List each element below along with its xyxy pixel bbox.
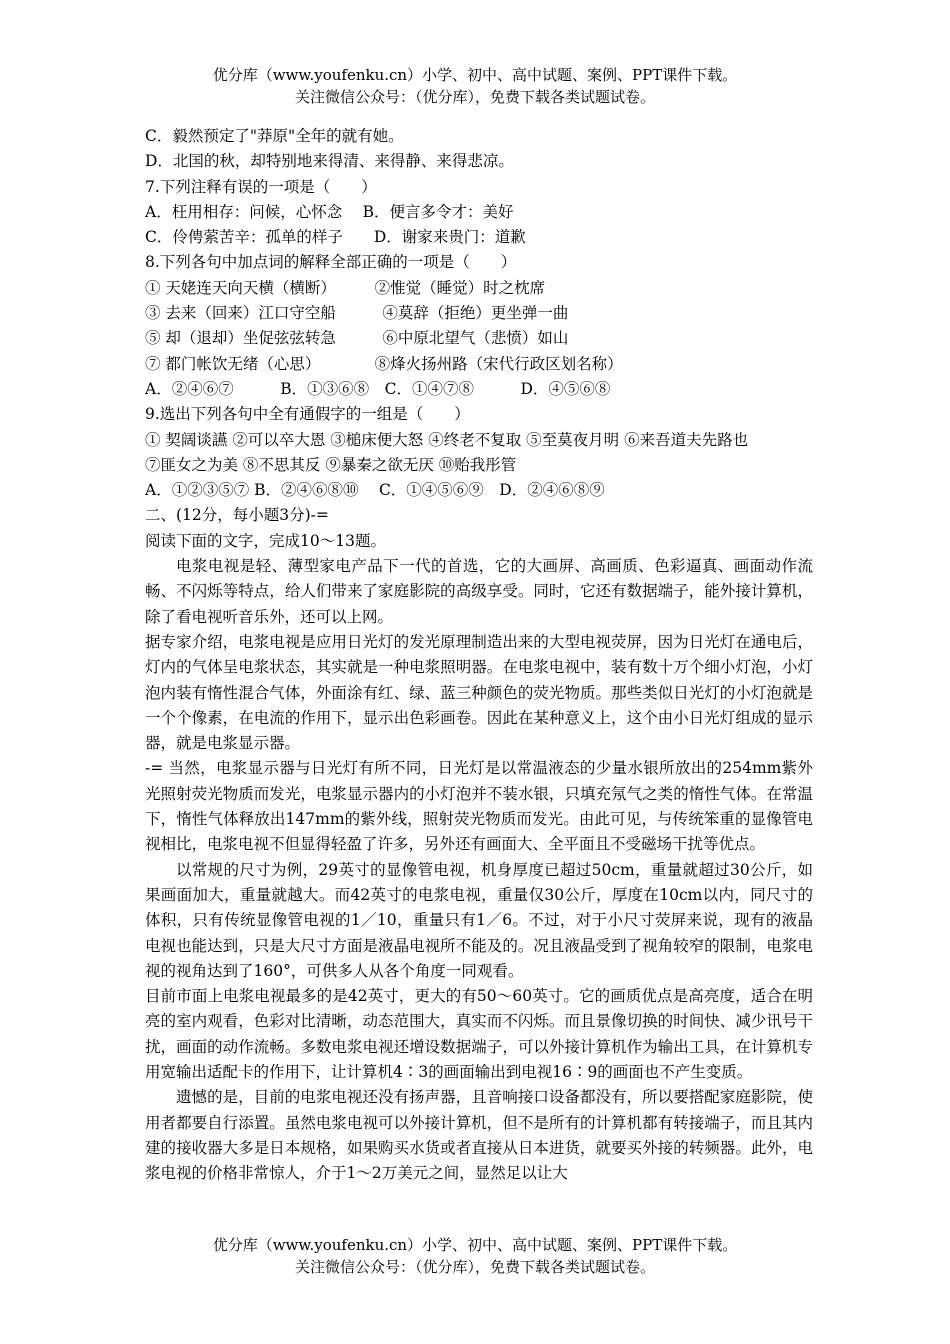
page-footer: [0, 1234, 950, 1278]
q9-stem: 9.选出下列各句中全有通假字的一组是（ ）: [145, 405, 470, 424]
section-2-instruction: 阅读下面的文字，完成10～13题。: [145, 531, 386, 550]
header-line-2: 关注微信公众号：（优分库），免费下载各类试题试卷。: [294, 88, 655, 106]
passage-paragraph-5: 目前市面上电浆电视最多的是42英寸，更大的有50～60英寸。它的画质优点是高亮度，适合在明亮的室内观看，色彩对比清晰，动态范围大，真实而不闪烁。而且景像切换的时间快、减少讯号干扰，画面的动作流畅。多数电浆电视还增设数据端子，可以外接计算机作为输出工具，在计算机专用宽输出适配卡的作用下，让计算机4∶3的画面输出到电视16∶9的画面也不产生变质。: [145, 987, 813, 1081]
q7-stem: 7.下列注释有误的一项是（ ）: [145, 177, 377, 196]
q6-option-d: D．北国的秋，却特别地来得清、来得静、来得悲凉。: [145, 152, 514, 171]
q7-options-cd: C．伶俜萦苦辛：孤单的样子 D．谢家来贵门：道歉: [145, 228, 526, 247]
section-2-title: 二、(12分，每小题3分)-=: [145, 506, 329, 525]
q6-option-c: C．毅然预定了"莽原"全年的就有她。: [145, 127, 404, 145]
q9-options: A．①②③⑤⑦ B．②④⑥⑧⑩ C．①④⑤⑥⑨ D．②④⑥⑧⑨: [145, 481, 605, 500]
passage-paragraph-2: 据专家介绍，电浆电视是应用日光灯的发光原理制造出来的大型电视荧屏，因为日光灯在通电后，灯内的气体呈电浆状态，其实就是一种电浆照明器。在电浆电视中，装有数十万个细小灯泡，小灯泡内装有惰性混合气体，外面涂有红、绿、蓝三种颜色的荧光物质。那些类似日光灯的小灯泡就是一个个像素，在电流的作用下，显示出色彩画卷。因此在某种意义上，这个由小日光灯组成的显示器，就是电浆显示器。: [145, 632, 813, 753]
passage-paragraph-3: -= 当然，电浆显示器与日光灯有所不同，日光灯是以常温液态的少量水银所放出的254mm紫外光照射荧光物质而发光，电浆显示器内的小灯泡并不装水银，只填充氖气之类的惰性气体。在常温下，惰性气体释放出147mm的紫外线，照射荧光物质而发光。由此可见，与传统笨重的显像管电视相比，电浆电视不但显得轻盈了许多，另外还有画面大、全平面且不受磁场干扰等优点。: [145, 759, 813, 854]
header-line-1: 优分库（www.youfenku.cn）小学、初中、高中试题、案例、PPT课件下载。: [212, 66, 738, 84]
q8-row-4: ⑦ 都门帐饮无绪（心思） ⑧烽火扬州路（宋代行政区划名称）: [145, 354, 623, 373]
q7-options-ab: A．枉用相存：问候，心怀念 B．便言多令才：美好: [145, 202, 514, 221]
q8-row-2: ③ 去来（回来）江口守空船 ④莫辞（拒绝）更坐弹一曲: [145, 304, 569, 323]
document-body: [145, 124, 813, 1186]
passage-paragraph-6: 遗憾的是，目前的电浆电视还没有扬声器，且音响接口设备都没有，所以要搭配家庭影院，使用者都要自行添置。虽然电浆电视可以外接计算机，但不是所有的计算机都有转接端子，而且其内建的接收器大多是日本规格，如果购买水货或者直接从日本进货，就要买外接的转频器。此外，电浆电视的价格非常惊人，介于1～2万美元之间，显然足以让大: [145, 1088, 813, 1183]
q8-stem: 8.下列各句中加点词的解释全部正确的一项是（ ）: [145, 253, 517, 272]
q8-row-1: ① 天姥连天向天横（横断） ②惟觉（睡觉）时之枕席: [145, 278, 546, 297]
page-header: [0, 64, 950, 108]
q9-row-2: ⑦匪女之为美 ⑧不思其反 ⑨暴秦之欲无厌 ⑩贻我彤管: [145, 455, 517, 474]
passage-paragraph-1: 电浆电视是轻、薄型家电产品下一代的首选，它的大画屏、高画质、色彩逼真、画面动作流畅、不闪烁等特点，给人们带来了家庭影院的高级享受。同时，它还有数据端子，能外接计算机，除了看电视听音乐外，还可以上网。: [145, 557, 813, 626]
passage-paragraph-4: 以常规的尺寸为例，29英寸的显像管电视，机身厚度已超过50cm，重量就超过30公斤，如果画面加大，重量就越大。而42英寸的电浆电视，重量仅30公斤，厚度在10cm以内，同尺寸的体积，只有传统显像管电视的1／10，重量只有1／6。不过，对于小尺寸荧屏来说，现有的液晶电视也能达到，只是大尺寸方面是液晶电视所不能及的。况且液晶受到了视角较窄的限制，电浆电视的视角达到了160°，可供多人从各个角度一同观看。: [145, 860, 813, 980]
q8-row-3: ⑤ 却（退却）坐促弦弦转急 ⑥中原北望气（悲愤）如山: [145, 329, 569, 348]
q9-row-1: ① 契阔谈讌 ②可以卒大恩 ③槌床便大怒 ④终老不复取 ⑤至莫夜月明 ⑥来吾道夫先路也: [145, 430, 749, 449]
footer-line-2: 关注微信公众号：（优分库），免费下载各类试题试卷。: [294, 1258, 655, 1276]
q8-options: A．②④⑥⑦ B．①③⑥⑧ C．①④⑦⑧ D．④⑤⑥⑧: [145, 379, 611, 398]
footer-line-1: 优分库（www.youfenku.cn）小学、初中、高中试题、案例、PPT课件下载。: [212, 1236, 738, 1254]
